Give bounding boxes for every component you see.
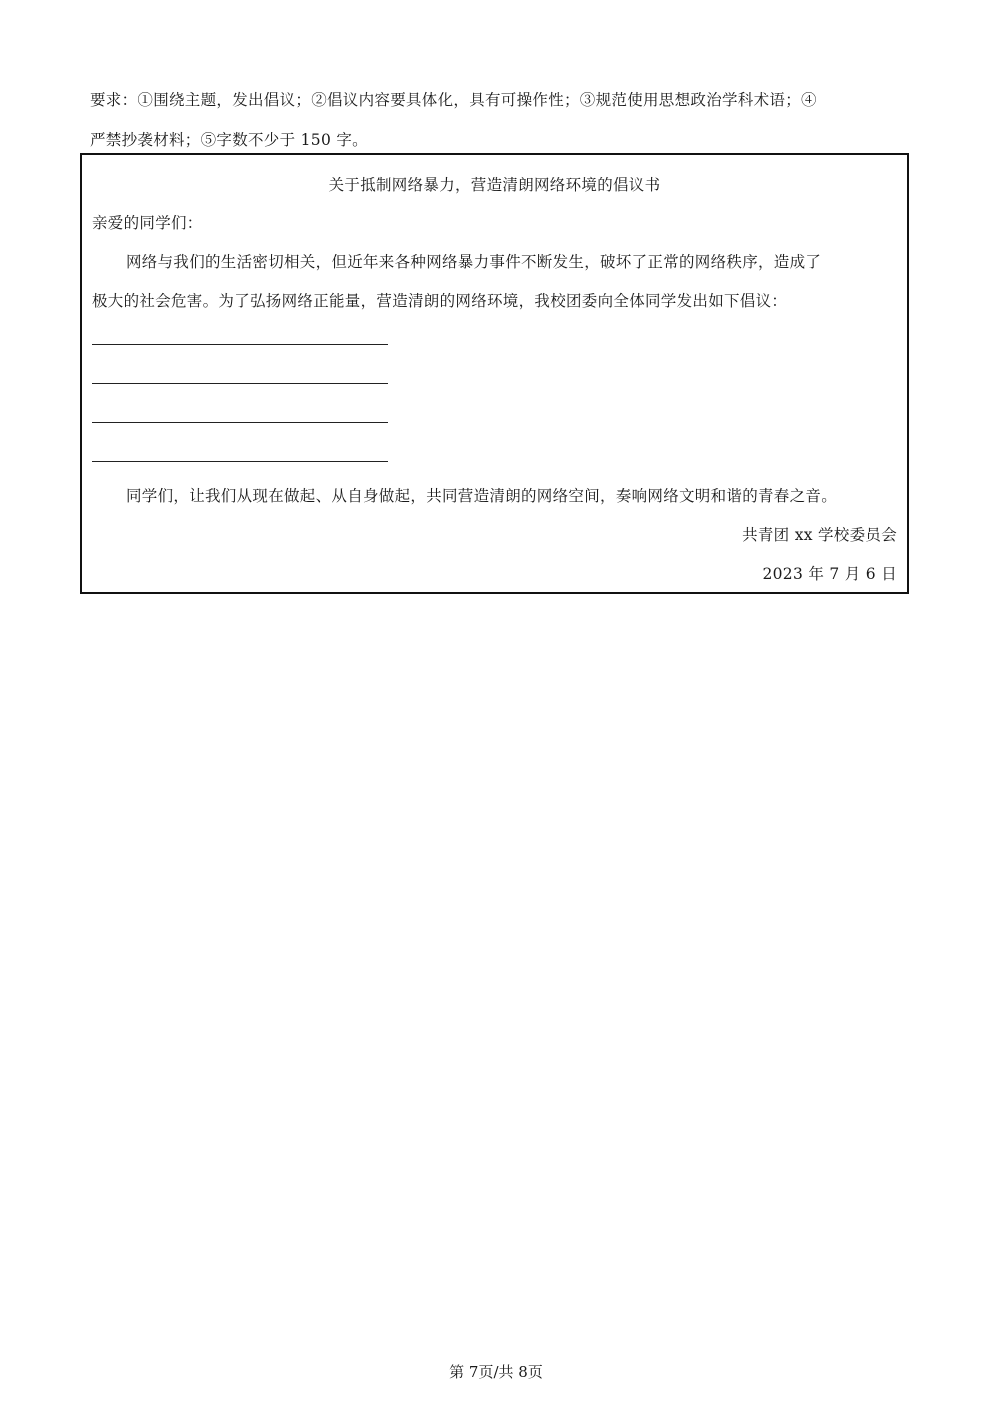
proposal-date: 2023 年 7 月 6 日 — [762, 565, 897, 583]
requirements-line-2: 严禁抄袭材料；⑤字数不少于 150 字。 — [90, 131, 368, 149]
proposal-paragraph-line-2: 极大的社会危害。为了弘扬网络正能量，营造清朗的网络环境，我校团委向全体同学发出如下倡议： — [92, 292, 788, 310]
requirements-text — [90, 80, 910, 160]
proposal-signature: 共青团 xx 学校委员会 — [742, 526, 897, 544]
requirements-line-1: 要求：①围绕主题，发出倡议；②倡议内容要具体化，具有可操作性；③规范使用思想政治学科术语；④ — [90, 91, 817, 109]
answer-blank-line-4 — [92, 460, 388, 462]
answer-blank-line-3 — [92, 421, 388, 423]
answer-blank-line-1 — [92, 343, 388, 345]
proposal-paragraph-line-1: 网络与我们的生活密切相关，但近年来各种网络暴力事件不断发生，破坏了正常的网络秩序，造成了 — [126, 253, 822, 271]
page-number: 第 7页/共 8页 — [449, 1363, 543, 1381]
proposal-title: 关于抵制网络暴力，营造清朗网络环境的倡议书 — [328, 176, 661, 194]
proposal-box — [80, 153, 909, 594]
proposal-greeting: 亲爱的同学们： — [92, 214, 203, 232]
proposal-closing: 同学们，让我们从现在做起、从自身做起，共同营造清朗的网络空间，奏响网络文明和谐的青春之音。 — [126, 487, 838, 505]
answer-blank-line-2 — [92, 382, 388, 384]
